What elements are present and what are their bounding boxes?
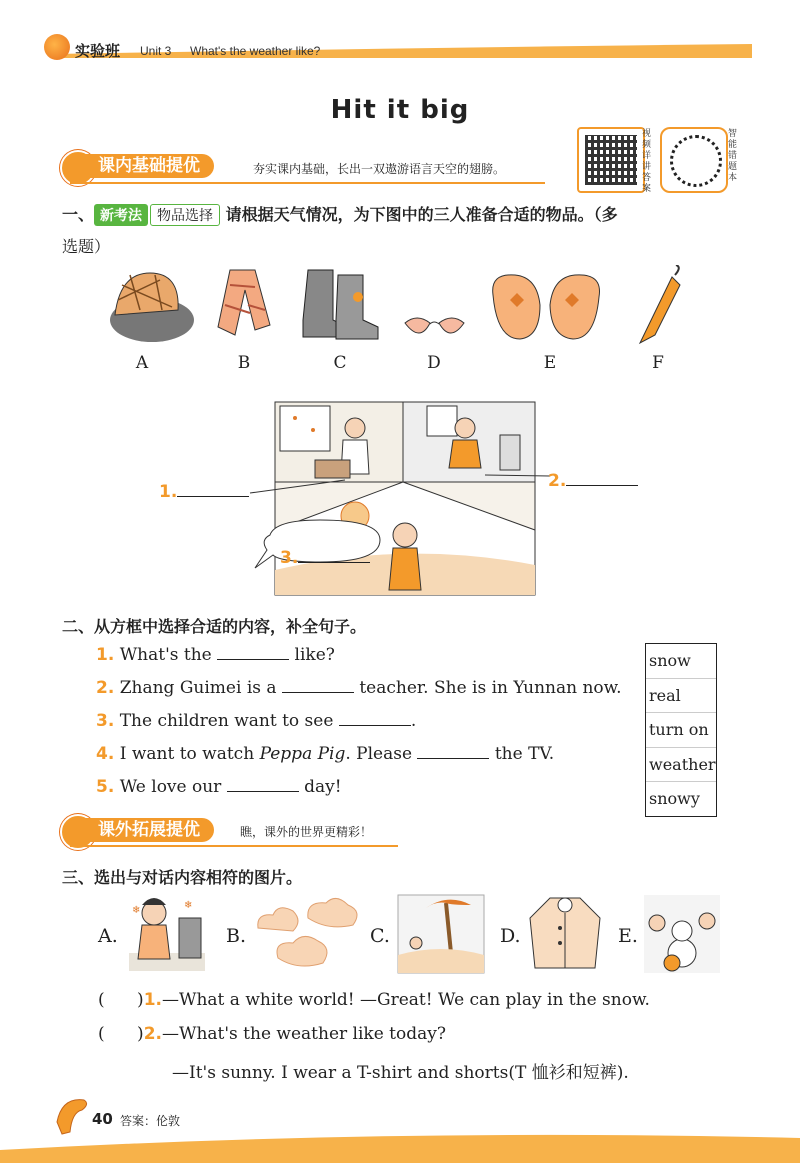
sunglasses-icon: [402, 315, 467, 345]
option-d-letter: D.: [500, 925, 521, 947]
dialogue-1: ( )1.—What a white world! —Great! We can play in the snow.: [98, 990, 650, 1010]
q2-title: 二、从方框中选择合适的内容，补全句子。: [62, 617, 367, 636]
sentence-4-blank[interactable]: [417, 758, 489, 759]
clouds-icon: [248, 893, 368, 973]
section2-note: 瞧，课外的世界更精彩！: [240, 825, 373, 839]
section1-label: 课内基础提优: [78, 154, 214, 178]
q1-number: 一、: [62, 205, 95, 224]
qr-mistakes-label: 智能错题本: [728, 129, 738, 183]
scene-label-1: 1.: [159, 482, 178, 502]
section1-banner: [60, 150, 260, 182]
dialogue-2: ( )2.—What's the weather like today?: [98, 1024, 446, 1044]
section2-underline: [70, 845, 398, 847]
sentence-1: 1. What's the like?: [96, 645, 335, 665]
option-b-letter: B.: [226, 925, 247, 947]
brand-logo-icon: [44, 34, 70, 60]
option-e-letter: E.: [618, 925, 638, 947]
dialogue-2-reply: —It's sunny. I wear a T-shirt and shorts(T 恤衫和短裤).: [172, 1063, 629, 1083]
scarf-icon: [210, 265, 280, 345]
word-option: turn on: [646, 713, 716, 748]
q1-tag-new: 新考法: [94, 204, 148, 226]
word-option: real: [646, 679, 716, 714]
word-option: snowy: [649, 789, 700, 809]
item-letter-e: E: [543, 353, 557, 373]
q1-instruction: 请根据天气情况，为下图中的三人准备合适的物品。（多: [225, 205, 618, 224]
sentence-3-blank[interactable]: [339, 725, 411, 726]
sentence-5-blank[interactable]: [227, 791, 299, 792]
boots-icon: [298, 265, 383, 345]
item-letter-f: F: [652, 353, 664, 373]
sentence-2-blank[interactable]: [282, 692, 354, 693]
q1-tag-type: 物品选择: [150, 204, 220, 226]
sentence-4: 4. I want to watch Peppa Pig. Please the TV.: [96, 744, 555, 764]
scene-label-2: 2.: [548, 471, 567, 491]
beach-icon: [396, 893, 486, 975]
fur-hat-icon: [100, 265, 195, 345]
sentence-5: 5. We love our day!: [96, 777, 342, 797]
page-title: Hit it big: [330, 95, 470, 125]
option-c-letter: C.: [370, 925, 390, 947]
page-number: 40: [92, 1110, 113, 1128]
dolphin-icon: [52, 1092, 92, 1138]
sentence-2: 2. Zhang Guimei is a teacher. She is in Yunnan now.: [96, 678, 622, 698]
footer-bar: [0, 1130, 800, 1163]
answer-label: 答案：伦敦: [120, 1114, 181, 1128]
dialogue-2-answer-box[interactable]: ( ): [98, 1024, 144, 1044]
item-letter-c: C: [333, 353, 347, 373]
section2-label: 课外拓展提优: [78, 818, 214, 842]
umbrella-icon: [630, 265, 690, 345]
svg-text:❄: ❄: [132, 905, 141, 916]
q3-title: 三、选出与对话内容相符的图片。: [62, 868, 303, 887]
snowman-icon: [642, 893, 722, 975]
sentence-3: 3. The children want to see .: [96, 711, 417, 731]
item-letter-d: D: [427, 353, 441, 373]
sentence-1-blank[interactable]: [217, 659, 289, 660]
qr-code-mistakes[interactable]: [660, 127, 728, 193]
section1-underline: [70, 182, 545, 184]
item-letter-b: B: [237, 353, 251, 373]
word-option: weather: [646, 748, 716, 783]
section1-note: 夯实课内基础，长出一双遨游语言天空的翅膀。: [253, 162, 506, 176]
coat-icon: [525, 893, 605, 975]
section2-banner: [60, 814, 260, 846]
header-brand: 实验班: [75, 42, 121, 60]
word-option: snow: [646, 644, 716, 679]
svg-text:❄: ❄: [184, 900, 193, 911]
cold-kid-icon: [124, 893, 210, 975]
option-a-letter: A.: [98, 925, 118, 947]
mittens-icon: [485, 265, 610, 345]
scene-blank-2[interactable]: [548, 471, 638, 491]
qr-code-video[interactable]: [577, 127, 645, 193]
scene-blank-1[interactable]: [159, 482, 249, 502]
header-unit: Unit 3: [140, 44, 172, 58]
q1-instruction-cont: 选题）: [62, 237, 111, 256]
qr-video-label: 视频详讲答案: [642, 129, 652, 194]
header-subtitle: What's the weather like?: [190, 44, 321, 58]
item-letter-a: A: [135, 353, 149, 373]
dialogue-1-answer-box[interactable]: ( ): [98, 990, 144, 1010]
word-box: [645, 643, 717, 817]
q1-header: [62, 202, 618, 226]
scene-label-3: 3.: [280, 548, 299, 568]
scene-blank-3[interactable]: [280, 548, 370, 568]
